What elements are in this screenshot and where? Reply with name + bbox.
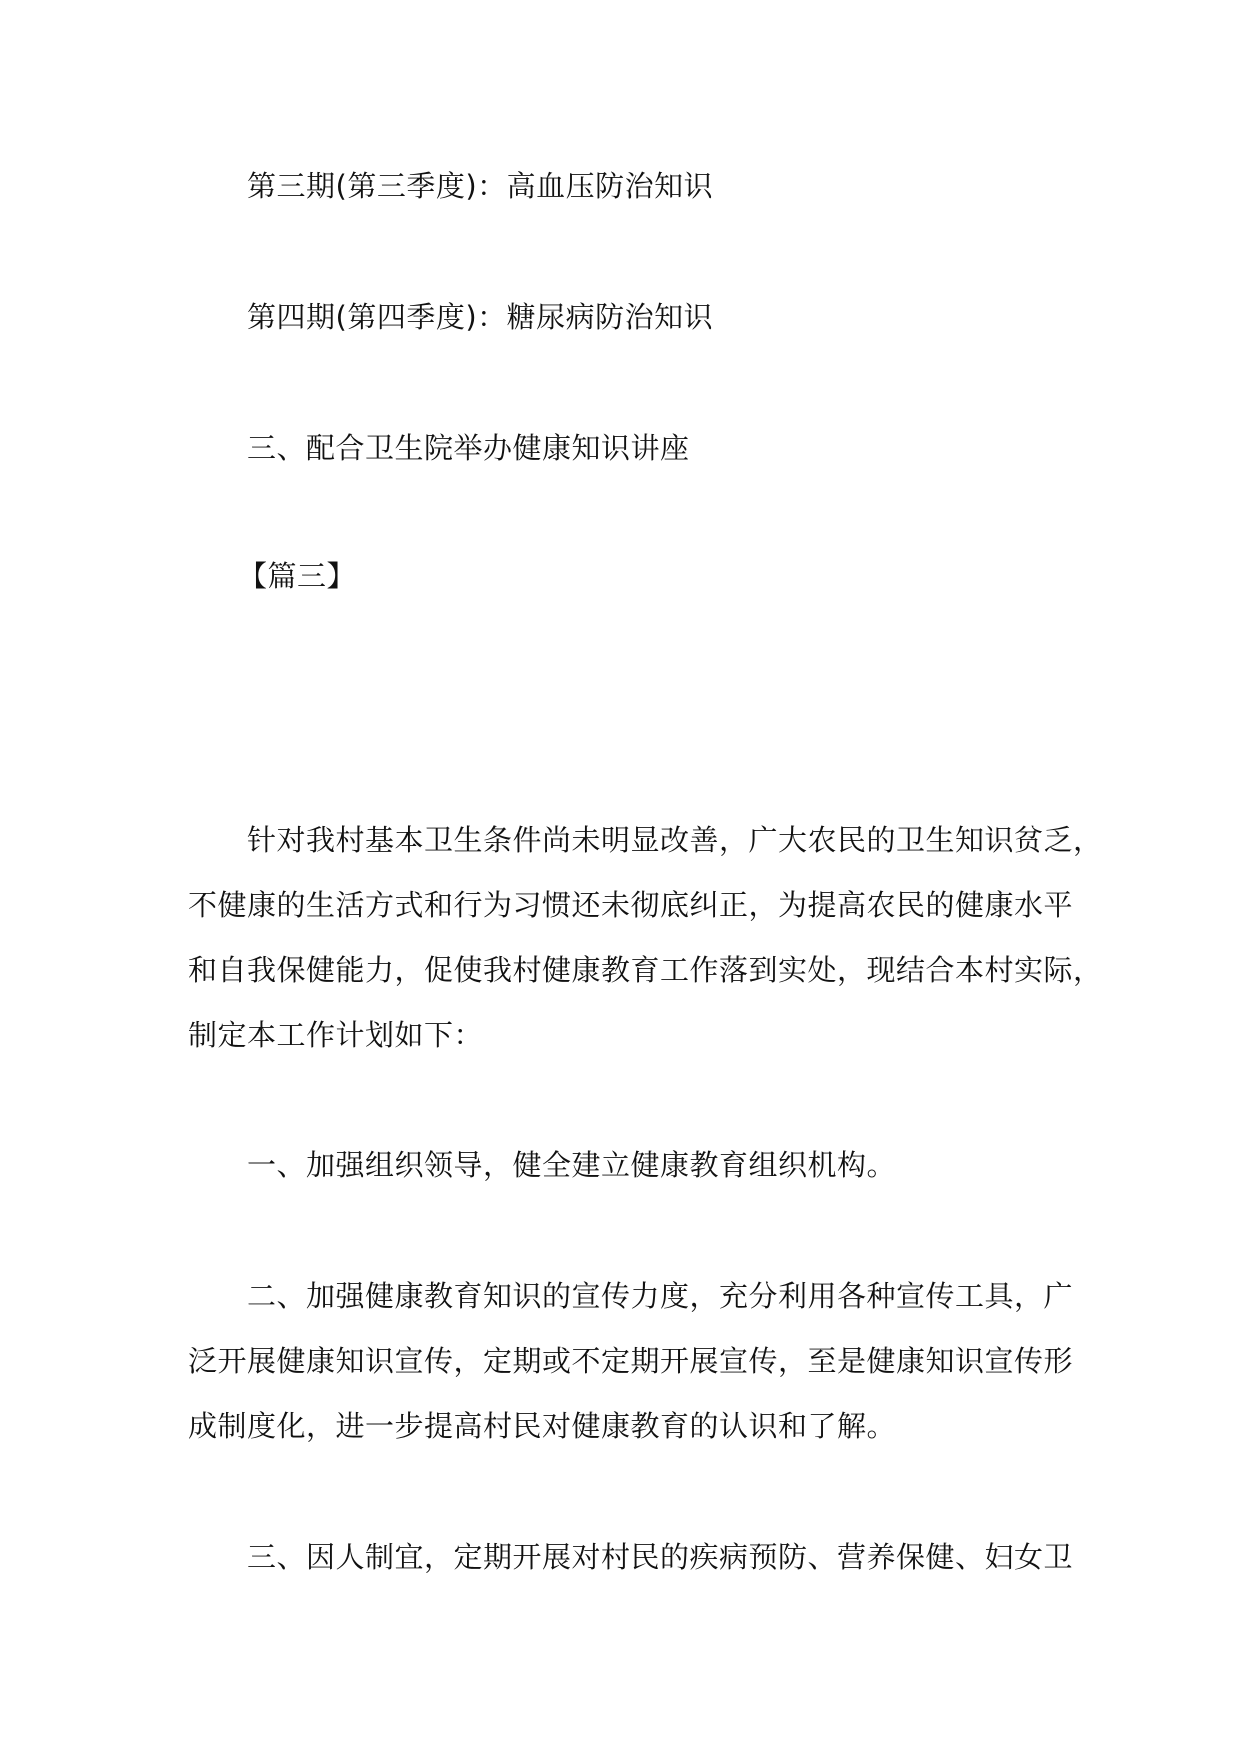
point-two-line-2: 泛开展健康知识宣传，定期或不定期开展宣传，至是健康知识宣传形 [188,1344,1074,1378]
intro-paragraph-line-4: 制定本工作计划如下： [188,1018,484,1052]
intro-paragraph-line-2: 不健康的生活方式和行为习惯还未彻底纠正，为提高农民的健康水平 [188,888,1074,922]
article-three-title: 【篇三】 [238,559,357,593]
item-third-period: 第三期(第三季度)：高血压防治知识 [247,169,714,203]
intro-paragraph-line-3: 和自我保健能力，促使我村健康教育工作落到实处，现结合本村实际， [188,953,1103,987]
point-one: 一、加强组织领导，健全建立健康教育组织机构。 [247,1148,897,1182]
item-fourth-period: 第四期(第四季度)：糖尿病防治知识 [247,300,714,334]
intro-paragraph-line-1: 针对我村基本卫生条件尚未明显改善，广大农民的卫生知识贫乏， [247,823,1103,857]
point-two-line-1: 二、加强健康教育知识的宣传力度，充分利用各种宣传工具，广 [247,1279,1074,1313]
point-two-line-3: 成制度化，进一步提高村民对健康教育的认识和了解。 [188,1409,897,1443]
point-three-line-1: 三、因人制宜，定期开展对村民的疾病预防、营养保健、妇女卫 [247,1540,1074,1574]
section-three-heading: 三、配合卫生院举办健康知识讲座 [247,431,690,465]
